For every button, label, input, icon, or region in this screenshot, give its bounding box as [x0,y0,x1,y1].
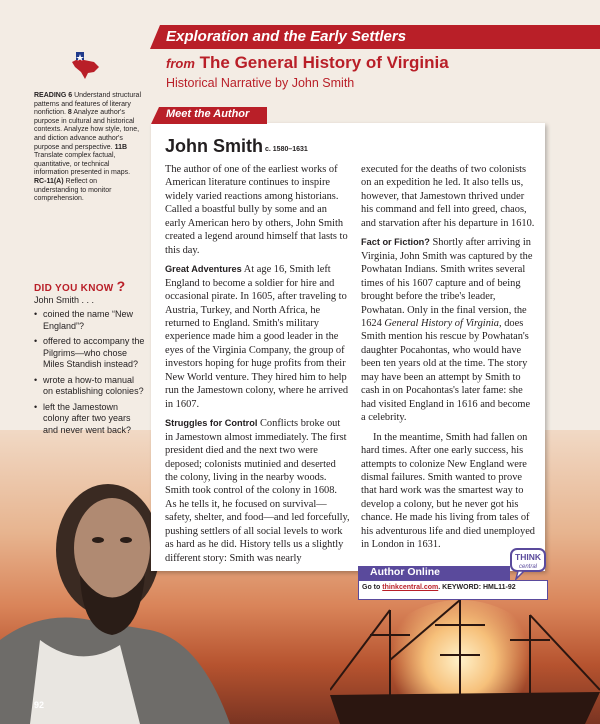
list-item: • left the Jamestown colony after two years and never went back? [34,402,146,437]
list-item: • coined the name “New England”? [34,309,146,332]
unit-title: Exploration and the Early Settlers [166,28,407,45]
texas-flag-icon [70,50,100,80]
reading-standards [34,92,142,204]
did-you-know-title: DID YOU KNOW [34,283,114,294]
work-title: The General History of Virginia [199,53,449,72]
bio-paragraph [361,236,537,424]
selection-subtitle: Historical Narrative by John Smith [166,76,355,90]
section-heading: Great Adventures [165,264,242,275]
section-heading: Struggles for Control [165,418,258,429]
bio-column-right [361,163,537,558]
think-central-logo [510,548,546,580]
standard-label: 11B [114,143,128,151]
bio-paragraph: executed for the deaths of two colonists on an expedition he led. It also tells us, however, that Jamestown thrived under his command and fell into greed, chaos, and starvation after his departure in 1610. [361,164,535,229]
author-name: John Smith [165,136,263,156]
section-heading: Fact or Fiction? [361,237,430,248]
paragraph-text: Conflicts broke out in Jamestown almost immediately. The first president died and the next two were deposed; colonists mutinied and deserted the colony, living in the nearby woods. Smith took control of the colony in 1608. As he tells it, he focused on survival—safety, shelter, and food—and led forcefully, pushing settlers of all social levels to work as hard as he did. History tells us a slightly different story: Smith was nearly [165,418,350,564]
page-number: 92 [34,700,45,710]
bio-paragraph: In the meantime, Smith had fallen on hard times. After one early success, his attempts to colonize New England were dismal failures. Smith wanted to prove that hard work was the smartest way to develop a colony, but he never got his chance. He made his living from tales of his adventurous life and died unemployed in London in 1631. [361,431,536,551]
ship-silhouette [330,600,600,724]
standard-text: Understand structural patterns and features of literary nonfiction. [34,92,141,117]
did-you-know-heading [34,278,125,294]
standard-label: 8 [67,109,72,117]
list-item: • wrote a how-to manual on establishing colonies? [34,375,146,398]
logo-bottom-text: central [518,564,538,570]
thinkcentral-link[interactable]: thinkcentral.com [382,584,439,591]
standard-label: RC-11(A) [34,177,64,185]
book-title: General History of Virginia, [384,317,502,329]
bio-paragraph [165,263,350,411]
selection-title [166,53,449,73]
did-you-know-intro: John Smith . . . [34,295,95,305]
author-dates: c. 1580–1631 [265,146,308,153]
bio-intro: The author of one of the earliest works of American literature continues to inspire widely varied reactions among historians. Called a boastful bully by some and an early American hero by others, John Smith created a legend around himself that lasts to this day. [165,164,348,256]
logo-top-text: THINK [515,552,541,562]
from-label: from [166,56,195,71]
standard-text: Translate complex factual, quantitative, or technical information presented in maps. [34,152,131,177]
author-online-label: Author Online [370,566,440,578]
paragraph-text: At age 16, Smith left England to become a soldier for hire and occasional pirate. In 1605, after traveling to Austria, Turkey, and North Africa, he returned to England. Smith's military experience made him a good leader in the eyes of the Virginia Company, the group of investors hoping for huge profits from their New World venture. They hired him to help run the Jamestown colony, where he arrived in 1607. [165,264,349,410]
question-mark: ? [116,278,126,294]
list-item: • offered to accompany the Pilgrims—who chose Miles Standish instead? [34,336,146,371]
paragraph-text: Shortly after arriving in Virginia, John Smith was captured by the Powhatan Indians. Smith writes several times of his 1607 capture and of being brought before the tribe's leader, Powhatan. Only in the final version, the 1624 [361,237,533,329]
bio-paragraph [165,417,350,565]
meet-the-author-label: Meet the Author [166,108,250,120]
go-to-label: Go to [362,584,381,591]
keyword-text: . KEYWORD: HML11-92 [438,584,516,591]
standard-label: READING 6 [34,92,73,99]
standard-text: Analyze author's purpose in cultural and historical contexts. Analyze how style, tone, and diction advance author's purpose and perspective. [34,109,140,151]
bio-column-left [165,163,350,571]
author-online-text [362,584,516,591]
did-you-know-list [34,309,146,440]
standard-text: Reflect on understanding to monitor comprehension. [34,177,112,203]
paragraph-text: does Smith mention his rescue by Powhatan's daughter Pocahontas, who would have been ten years old at the time. The story may have been an attempt by Smith to cash in on Pocahontas's later fame: she had visited England in 1616 and become a celebrity. [361,317,531,424]
